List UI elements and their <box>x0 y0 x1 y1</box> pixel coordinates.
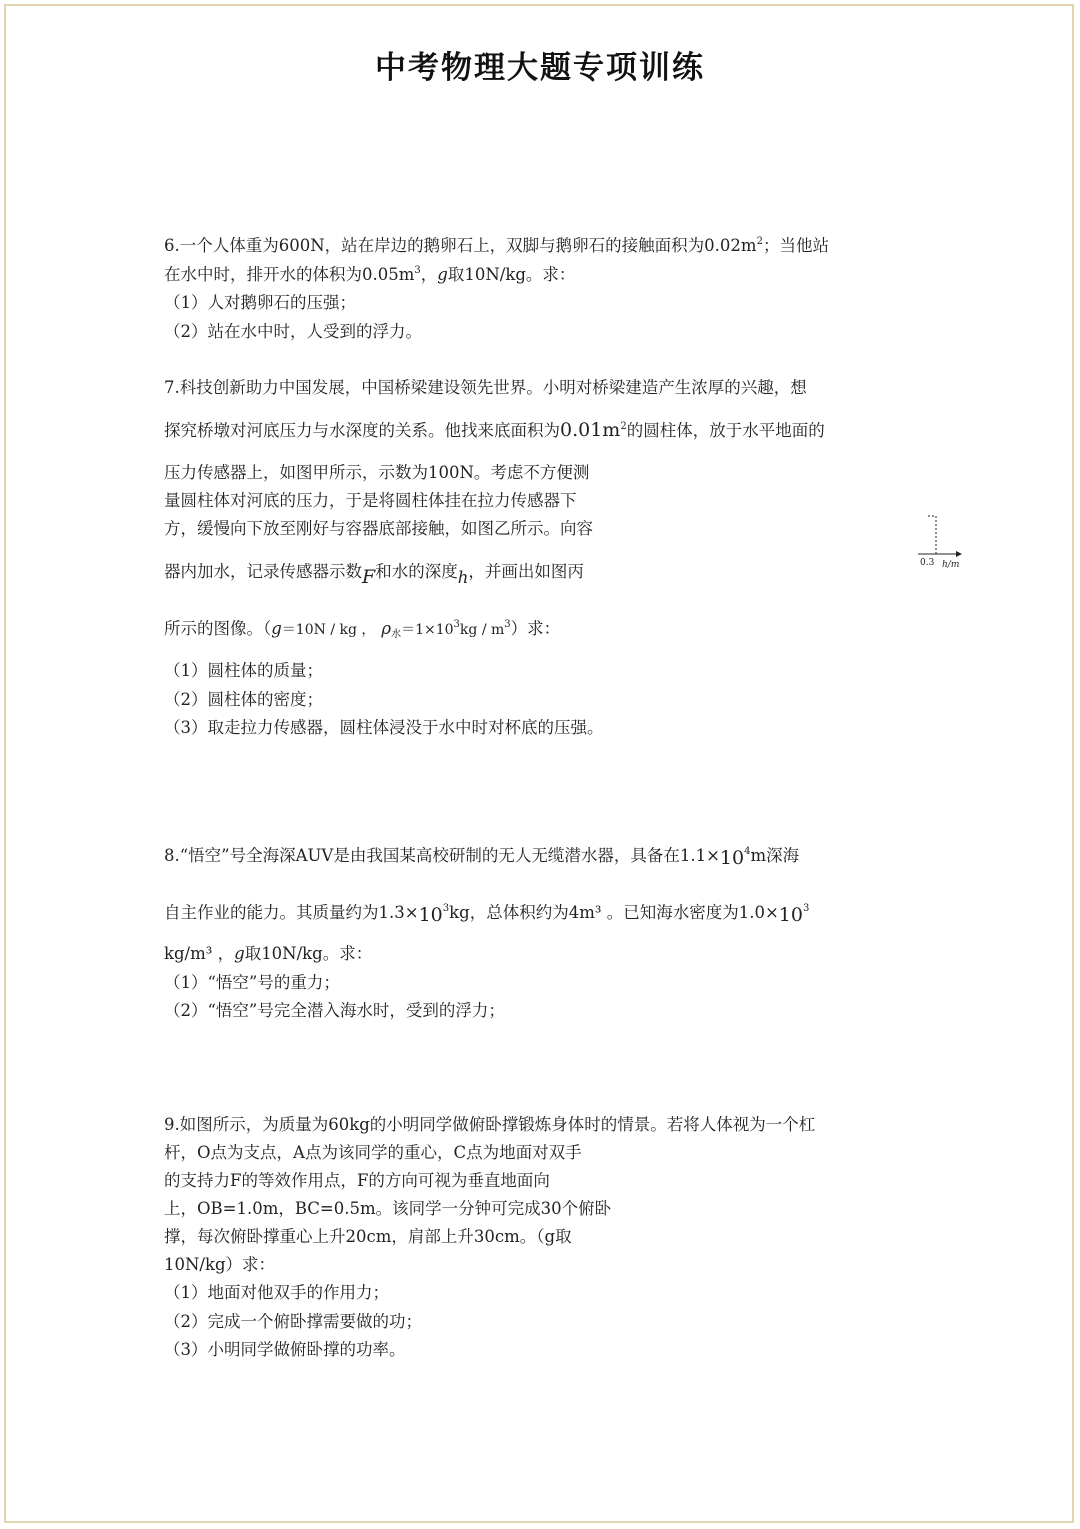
q8-superscript: 4 <box>744 846 751 857</box>
q8-superscript: 3 <box>442 903 450 914</box>
graph-arrow-icon <box>956 551 962 557</box>
q7-text: ）求： <box>510 619 561 638</box>
q6-line-2 <box>164 265 575 288</box>
q7-line-4: 量圆柱体对河底的压力，于是将圆柱体挂在拉力传感器下 <box>164 491 577 510</box>
q7-g-value: ＝10N / kg ， <box>281 622 376 638</box>
q7-subscript-water: 水 <box>391 629 402 640</box>
q8-power-base: 10 <box>778 904 803 926</box>
q9-line-3: 的支持力F的等效作用点，F的方向可视为垂直地面向 <box>164 1171 550 1190</box>
q9-line-6: 10N/kg）求： <box>164 1255 276 1274</box>
q7-text: 和水的深度 <box>375 562 458 581</box>
q8-superscript: 3 <box>802 903 810 914</box>
q7-line-7 <box>164 619 560 642</box>
q8-text: m深海 <box>750 846 800 865</box>
q7-symbol-g: g <box>271 619 282 638</box>
q7-text: ，并画出如图丙 <box>468 562 584 581</box>
q7-density-value: ＝1×10 <box>401 622 454 638</box>
q8-text: kg/m³ ， <box>164 944 235 963</box>
q7-part-1: （1）圆柱体的质量； <box>164 661 323 680</box>
q6-text: 6.一个人体重为600N，站在岸边的鹅卵石上，双脚与鹅卵石的接触面积为0.02m <box>164 236 757 255</box>
q7-part-3: （3）取走拉力传感器，圆柱体浸没于水中时对杯底的压强。 <box>164 718 604 737</box>
q7-superscript: 3 <box>504 619 511 630</box>
q7-line-3: 压力传感器上，如图甲所示，示数为100N。考虑不方便测 <box>164 463 590 482</box>
q6-part-2: （2）站在水中时，人受到的浮力。 <box>164 322 422 341</box>
q7-line-5: 方，缓慢向下放至刚好与容器底部接触，如图乙所示。向容 <box>164 519 593 538</box>
q9-line-4: 上，OB=1.0m，BC=0.5m。该同学一分钟可完成30个俯卧 <box>164 1199 612 1218</box>
q8-text: kg，总体积约为4m³ 。已知海水密度为1.0× <box>449 903 779 922</box>
q7-text: 的圆柱体，放于水平地面的 <box>626 421 825 440</box>
q7-text: 探究桥墩对河底压力与水深度的关系。他找来底面积为 <box>164 421 560 440</box>
q7-part-2: （2）圆柱体的密度； <box>164 690 323 709</box>
q7-line-1: 7.科技创新助力中国发展，中国桥梁建设领先世界。小明对桥梁建造产生浓厚的兴趣，想 <box>164 378 807 397</box>
q6-text: 在水中时，排开水的体积为0.05m <box>164 265 415 284</box>
q6-text: ， <box>420 265 438 284</box>
q7-superscript: 3 <box>453 619 460 630</box>
q6-superscript: 3 <box>414 265 421 276</box>
q6-symbol-g: g <box>437 265 448 284</box>
q8-text: 自主作业的能力。其质量约为1.3× <box>164 903 419 922</box>
q8-symbol-g: g <box>234 944 245 963</box>
q8-part-2: （2）“悟空”号完全潜入海水时，受到的浮力； <box>164 1001 505 1020</box>
q9-part-3: （3）小明同学做俯卧撑的功率。 <box>164 1340 406 1359</box>
q8-text: 8.“悟空”号全海深AUV是由我国某高校研制的无人无缆潜水器，具备在1.1× <box>164 846 720 865</box>
graph-axis-label: h/m <box>942 560 960 570</box>
q7-graph-figure <box>912 514 968 572</box>
q7-text: 器内加水，记录传感器示数 <box>164 562 362 581</box>
q8-power-base: 10 <box>719 847 745 869</box>
q8-line-1 <box>164 845 799 869</box>
q6-line-1 <box>164 236 829 259</box>
q8-line-3 <box>164 944 372 964</box>
q9-line-5: 撑，每次俯卧撑重心上升20cm，肩部上升30cm。（g取 <box>164 1227 572 1246</box>
q9-line-1: 9.如图所示，为质量为60kg的小明同学做俯卧撑锻炼身体时的情景。若将人体视为一个杠 <box>164 1115 816 1134</box>
q7-density-unit: kg / m <box>459 622 505 638</box>
page-title: 中考物理大题专项训练 <box>375 50 705 86</box>
q7-text: 所示的图像。（ <box>164 619 272 638</box>
q7-symbol-h: h <box>457 568 469 587</box>
q9-part-1: （1）地面对他双手的作用力； <box>164 1283 389 1302</box>
graph-tick-label: 0.3 <box>920 558 935 568</box>
q6-text: 取10N/kg。求： <box>447 265 576 284</box>
q6-text: ；当他站 <box>762 236 829 255</box>
q7-superscript: 2 <box>620 421 627 432</box>
q8-part-1: （1）“悟空”号的重力； <box>164 973 340 992</box>
q8-line-2 <box>164 902 809 926</box>
q9-line-2: 杆，O点为支点，A点为该同学的重心，C点为地面对双手 <box>164 1143 582 1162</box>
q8-text: 取10N/kg。求： <box>244 944 373 963</box>
q7-line-6 <box>164 561 584 588</box>
q7-line-2 <box>164 420 825 444</box>
q7-symbol-rho: ρ <box>381 619 392 638</box>
q7-symbol-F: F <box>362 566 376 588</box>
q6-superscript: 2 <box>756 236 763 247</box>
q8-power-base: 10 <box>418 904 443 926</box>
q7-area-value: 0.01m <box>560 419 621 441</box>
q6-part-1: （1）人对鹅卵石的压强； <box>164 293 356 312</box>
q9-part-2: （2）完成一个俯卧撑需要做的功； <box>164 1312 422 1331</box>
